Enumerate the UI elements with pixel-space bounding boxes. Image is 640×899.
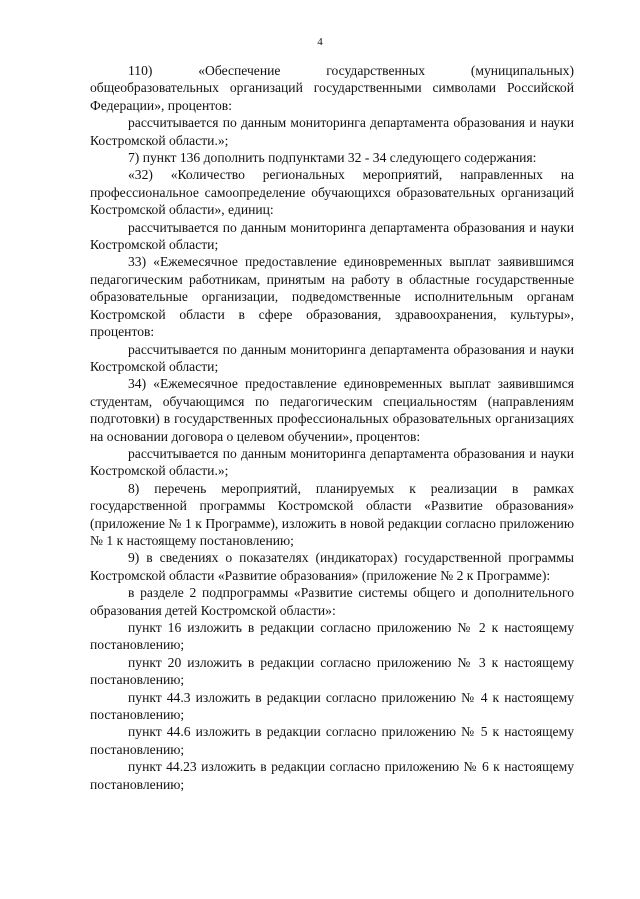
paragraph-33-calc: рассчитывается по данным мониторинга департамента образования и науки Костромской области; — [90, 341, 574, 374]
document-body — [90, 62, 574, 793]
page-number: 4 — [317, 36, 323, 48]
paragraph-point-44-23: пункт 44.23 изложить в редакции согласно приложению № 6 к настоящему постановлению; — [90, 759, 574, 792]
paragraph-item-8: 8) перечень мероприятий, планируемых к реализации в рамках государственной программы Костромской области «Развитие образования» (приложение № 1 к Программе), изложить в новой редакции согласно приложению № 1 к настоящему постановлению; — [90, 480, 574, 548]
paragraph-34-calc: рассчитывается по данным мониторинга департамента образования и науки Костромской области.»; — [90, 445, 574, 479]
paragraph-32-calc: рассчитывается по данным мониторинга департамента образования и науки Костромской области; — [90, 219, 574, 253]
paragraph-34: 34) «Ежемесячное предоставление единовременных выплат заявившимся студентам, обучающимся по педагогическим специальностям (направлениям подготовки) в государственных профессиональных образовательных организациях на основании договора о целевом обучении», процентов: — [90, 376, 574, 444]
paragraph-point-44-6: пункт 44.6 изложить в редакции согласно приложению № 5 к настоящему постановлению; — [90, 724, 574, 757]
paragraph-110-calc: рассчитывается по данным мониторинга департамента образования и науки Костромской области.»; — [90, 115, 574, 148]
paragraph-point-20: пункт 20 изложить в редакции согласно приложению № 3 к настоящему постановлению; — [90, 654, 574, 688]
paragraph-110: 110) «Обеспечение государственных (муниципальных) общеобразовательных организаций государственными символами Российской Федерации», процентов: — [90, 63, 574, 113]
paragraph-33: 33) «Ежемесячное предоставление единовременных выплат заявившимся педагогическим работникам, принятым на работу в областные государственные образовательные организации, подведомственные исполнительным органам Костромской области в сфере образования, здравоохранения, культуры», процентов: — [90, 254, 574, 340]
paragraph-section-2: в разделе 2 подпрограммы «Развитие системы общего и дополнительного образования детей Костромской области»: — [90, 585, 574, 618]
paragraph-point-16: пункт 16 изложить в редакции согласно приложению № 2 к настоящему постановлению; — [90, 620, 574, 653]
paragraph-point-44-3: пункт 44.3 изложить в редакции согласно приложению № 4 к настоящему постановлению; — [90, 689, 574, 723]
paragraph-item-7: 7) пункт 136 дополнить подпунктами 32 - 34 следующего содержания: — [128, 150, 537, 166]
paragraph-32: «32) «Количество региональных мероприятий, направленных на профессиональное самоопределение обучающихся образовательных организаций Костромской области», единиц: — [90, 167, 574, 218]
paragraph-item-9: 9) в сведениях о показателях (индикаторах) государственной программы Костромской области «Развитие образования» (приложение № 2 к Программе): — [90, 550, 574, 583]
